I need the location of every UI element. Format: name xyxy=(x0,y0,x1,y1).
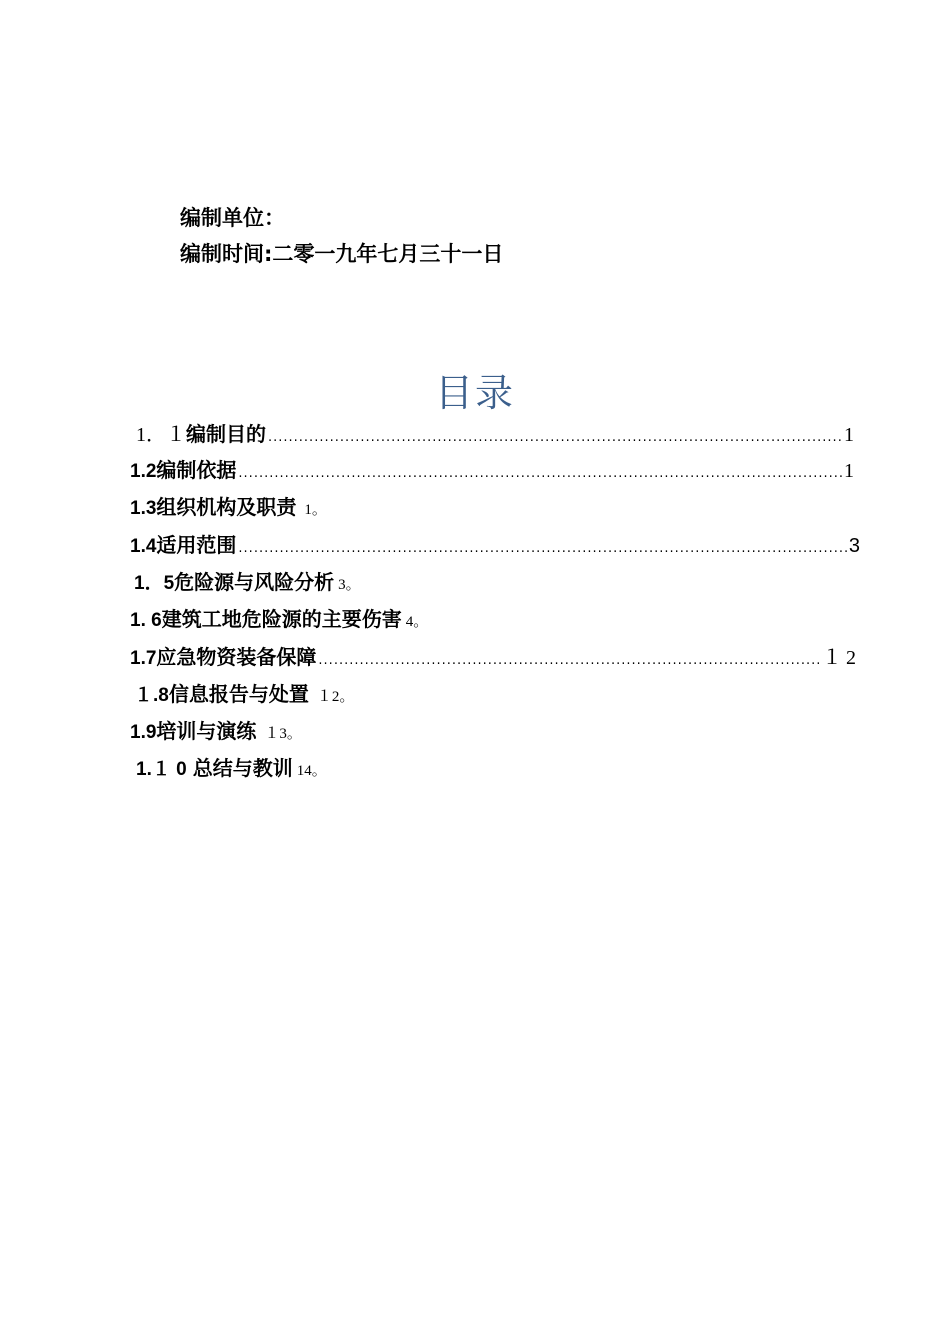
toc-title: 目录 xyxy=(434,371,515,415)
toc-entry-number: １.8 xyxy=(134,685,169,706)
toc-entry-number: 1. 6 xyxy=(130,610,162,631)
toc-entry-number: 1.7 xyxy=(130,648,157,669)
toc-entry-label: 适用范围 xyxy=(156,533,237,557)
toc-entry[interactable] xyxy=(130,715,860,745)
toc-entry[interactable] xyxy=(130,678,860,708)
toc-entry-label: 危险源与风险分析 xyxy=(174,570,335,594)
toc-entry-page: １2 xyxy=(822,647,860,669)
compiling-unit-label: 编制单位： xyxy=(180,206,285,230)
toc-entry[interactable] xyxy=(130,529,860,559)
compiling-time-label: 编制时间:二零一九年七月三十一日 xyxy=(180,242,504,266)
toc-entry-page: 1。 xyxy=(304,502,327,518)
toc-entry-label: 编制依据 xyxy=(156,458,237,482)
toc-entry[interactable] xyxy=(130,418,860,448)
toc-entry-number: 1．１ xyxy=(136,424,186,446)
toc-entry-page: 3 xyxy=(848,535,860,557)
toc-entry-label: 培训与演练 xyxy=(156,719,257,743)
toc-entry-number: 1.3 xyxy=(130,498,157,519)
toc-dot-leader xyxy=(318,653,820,668)
toc-entry-page: 1 xyxy=(844,424,854,446)
toc-entry[interactable] xyxy=(130,603,860,633)
toc-entry[interactable] xyxy=(130,491,860,521)
toc-dot-leader xyxy=(238,466,842,481)
toc-entry-label: 编制目的 xyxy=(186,422,266,446)
toc-entry-page: １2。 xyxy=(316,689,355,705)
toc-dot-leader xyxy=(238,541,846,556)
toc-entry[interactable] xyxy=(130,566,860,596)
toc-entry-number: 1.9 xyxy=(130,722,157,743)
toc-entry[interactable] xyxy=(130,454,860,484)
toc-dot-leader xyxy=(268,430,842,445)
toc-entry-label: 应急物资装备保障 xyxy=(156,645,317,669)
toc-entry-page: 3。 xyxy=(338,577,361,593)
toc-entry-label: 组织机构及职责 xyxy=(156,495,297,519)
toc-entry[interactable] xyxy=(130,752,860,782)
toc-entry-label: 信息报告与处置 xyxy=(168,682,309,706)
toc-entry-page: １3。 xyxy=(264,726,302,742)
toc-entry-page: 1 xyxy=(844,460,854,482)
toc-entry[interactable] xyxy=(130,641,860,671)
toc-entry-number: 1.2 xyxy=(130,461,157,482)
toc-entry-page: 14。 xyxy=(296,763,327,779)
toc-entry-number: 1.１ 0 xyxy=(136,759,187,780)
toc-entry-number: 1.4 xyxy=(130,536,157,557)
toc-entry-number: 1．5 xyxy=(134,573,175,594)
toc-entry-page: 4。 xyxy=(405,614,429,630)
toc-entry-label: 建筑工地危险源的主要伤害 xyxy=(161,607,402,631)
toc-entry-label: 总结与教训 xyxy=(192,756,293,780)
